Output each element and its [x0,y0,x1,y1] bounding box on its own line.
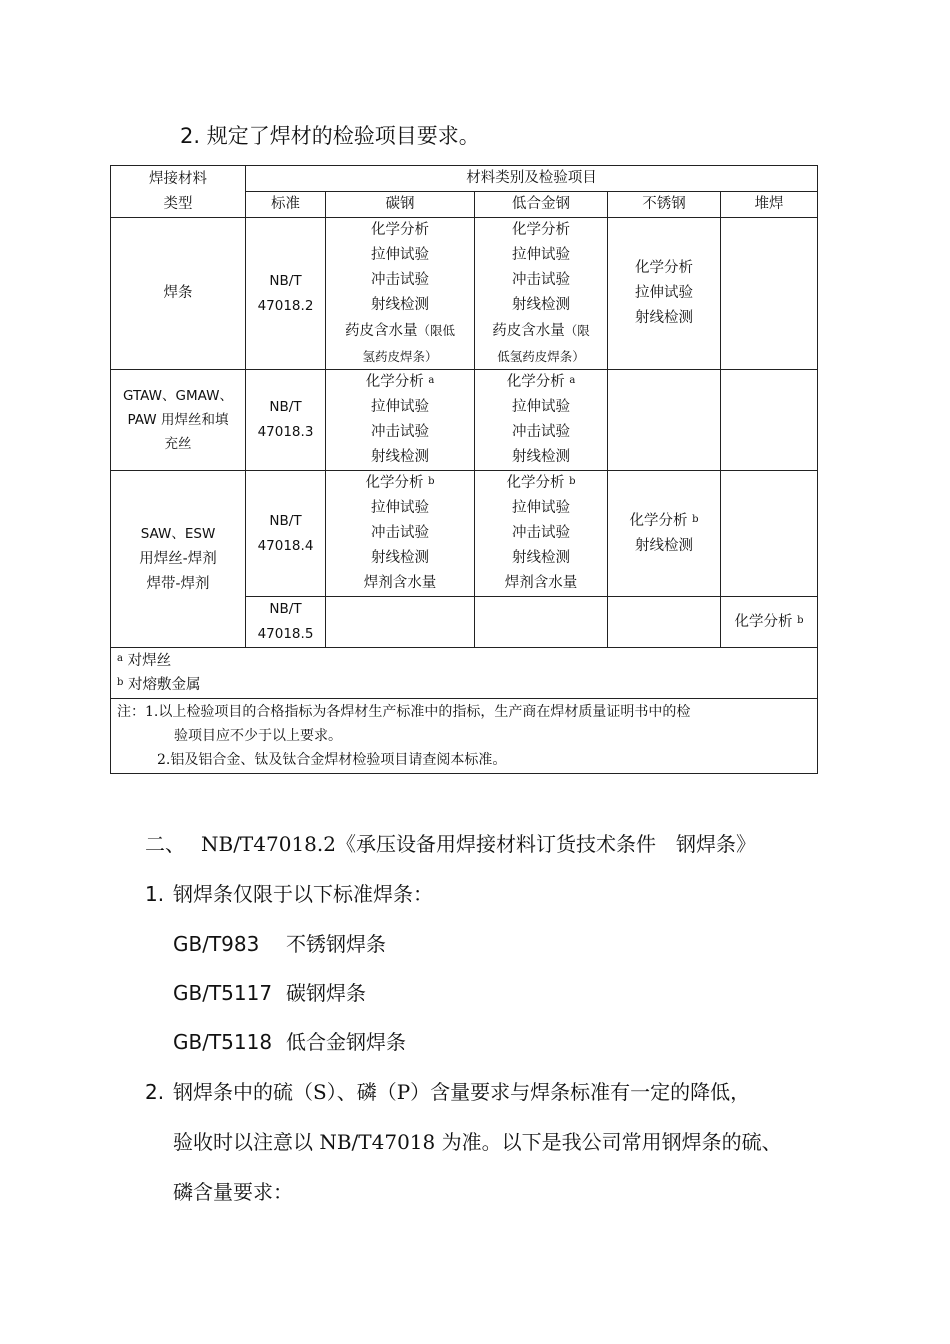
footnotes: $^a$ 对焊丝 $^b$ 对熔敷金属 [111,648,818,699]
col-carbon: 碳钢 [326,192,475,218]
row-carbon [326,597,475,648]
row-standard: NB/T 47018.4 [246,471,326,597]
table-row [111,218,818,370]
item-2: 2. 钢焊条中的硫（S）、磷（P）含量要求与焊条标准有一定的降低， [145,1080,751,1104]
table-row [111,370,818,471]
row-stainless [608,370,721,471]
col-low-alloy: 低合金钢 [475,192,608,218]
row-low-alloy: 化学分析 拉伸试验 冲击试验 射线检测 药皮含水量（限 低氢药皮焊条） [475,218,608,370]
table-row [111,471,818,597]
row-stainless [608,597,721,648]
type-header: 焊接材料 类型 [111,166,246,218]
col-stainless: 不锈钢 [608,192,721,218]
row-stainless: 化学分析 拉伸试验 射线检测 [608,218,721,370]
standard-row: GB/T5118 低合金钢焊条 [173,1030,406,1054]
notes: 注：1.以上检验项目的合格指标为各焊材生产标准中的指标，生产商在焊材质量证明书中的检 验项目应不少于以上要求。 2.铝及铝合金、钛及钛合金焊材检验项目请查阅本标准。 [111,699,818,774]
heading-number: 2. [180,124,201,148]
group-header: 材料类别及检验项目 [246,166,818,192]
row-carbon: 化学分析 拉伸试验 冲击试验 射线检测 药皮含水量（限低 氢药皮焊条） [326,218,475,370]
row-overlay [721,218,818,370]
row-overlay [721,471,818,597]
row-type: SAW、ESW 用焊丝-焊剂 焊带-焊剂 [111,471,246,648]
row-standard: NB/T 47018.3 [246,370,326,471]
standard-row: GB/T5117 碳钢焊条 [173,981,366,1005]
row-carbon: 化学分析 $^b$ 拉伸试验 冲击试验 射线检测 焊剂含水量 [326,471,475,597]
section-heading [180,120,480,150]
col-standard: 标准 [246,192,326,218]
row-low-alloy [475,597,608,648]
row-type: 焊条 [111,218,246,370]
row-overlay: 化学分析 $^b$ [721,597,818,648]
row-low-alloy: 化学分析 $^b$ 拉伸试验 冲击试验 射线检测 焊剂含水量 [475,471,608,597]
standard-row: GB/T983 不锈钢焊条 [173,932,386,956]
row-type: GTAW、GMAW、 PAW 用焊丝和填 充丝 [111,370,246,471]
row-standard: NB/T 47018.5 [246,597,326,648]
row-carbon: 化学分析 $^a$ 拉伸试验 冲击试验 射线检测 [326,370,475,471]
item-1: 1. 钢焊条仅限于以下标准焊条： [145,882,433,906]
row-standard: NB/T 47018.2 [246,218,326,370]
row-stainless: 化学分析 $^b$ 射线检测 [608,471,721,597]
item-2-line-2: 验收时以注意以 NB/T47018 为准。以下是我公司常用钢焊条的硫、 [173,1130,782,1154]
inspection-table [110,165,818,774]
row-low-alloy: 化学分析 $^a$ 拉伸试验 冲击试验 射线检测 [475,370,608,471]
heading-text: 规定了焊材的检验项目要求。 [206,124,480,148]
section-two-title: 二、 NB/T47018.2《承压设备用焊接材料订货技术条件 钢焊条》 [145,832,756,856]
row-overlay [721,370,818,471]
col-overlay: 堆焊 [721,192,818,218]
item-2-line-3: 磷含量要求： [173,1180,293,1204]
